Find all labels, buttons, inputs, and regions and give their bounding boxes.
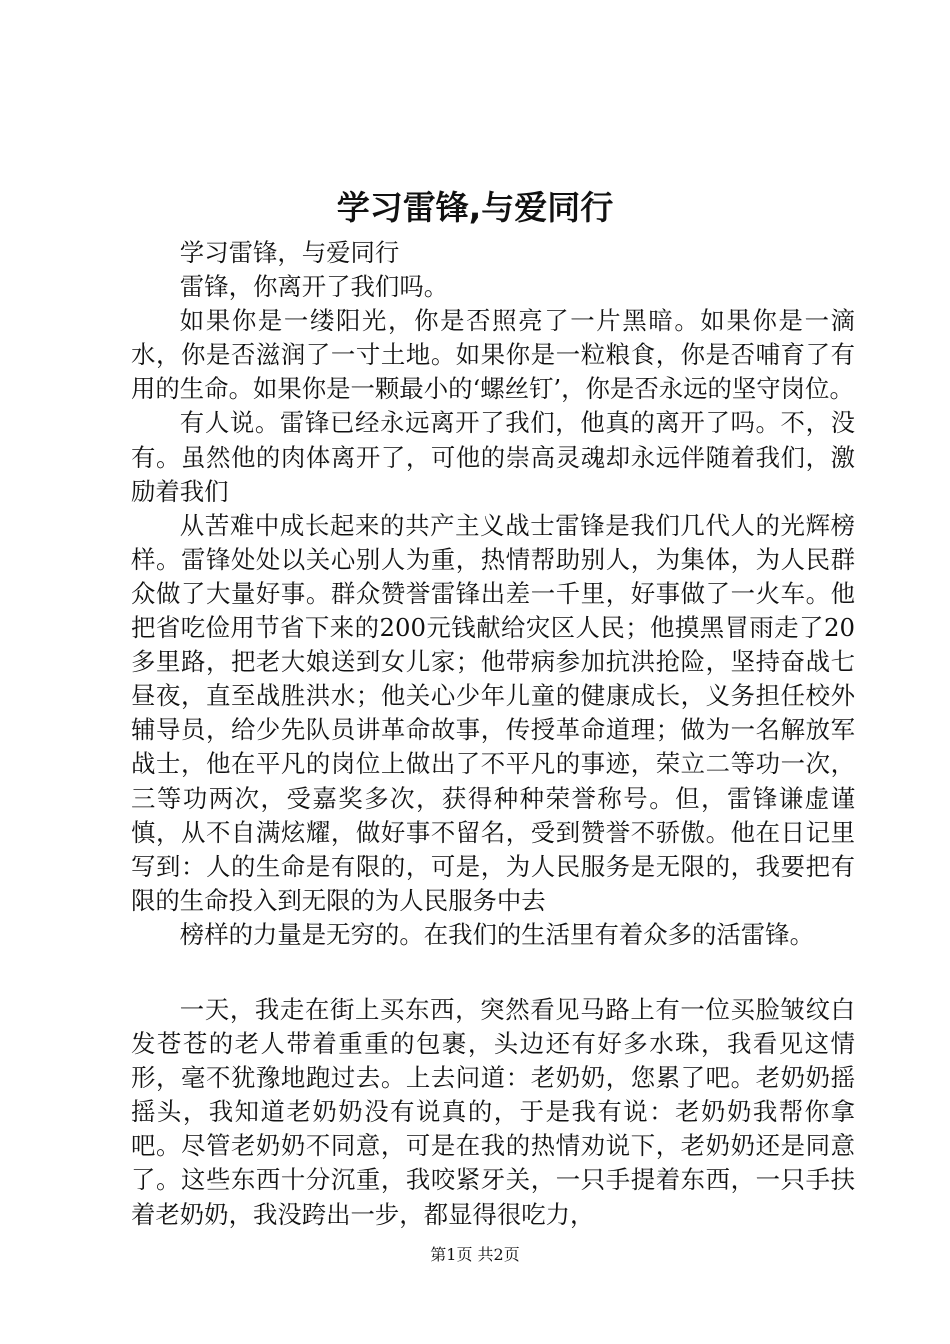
paragraph-metaphor: 如果你是一缕阳光，你是否照亮了一片黑暗。如果你是一滴水，你是否滋润了一寸土地。如果你是一粒粮食，你是否哺育了有用的生命。如果你是一颗最小的‘螺丝钉’，你是否永远的坚守岗位。: [131, 306, 855, 404]
paragraph-subtitle: 学习雷锋，与爱同行: [179, 238, 400, 267]
paragraph-someone-says: 有人说。雷锋已经永远离开了我们，他真的离开了吗。不，没有。虽然他的肉体离开了，可他的崇高灵魂却永远伴随着我们，激励着我们: [131, 408, 855, 506]
paragraph-role-model: 榜样的力量是无穷的。在我们的生活里有着众多的活雷锋。: [179, 919, 814, 949]
paragraph-spacer: [131, 952, 855, 993]
paragraph-question: 雷锋，你离开了我们吗。: [179, 272, 449, 302]
document-body: [131, 236, 855, 1232]
page-number-footer: 第1页 共2页: [430, 1245, 520, 1264]
paragraph-story: 一天，我走在街上买东西，突然看见马路上有一位买脸皱纹白发苍苍的老人带着重重的包裹，头边还有好多水珠，我看见这情形，毫不犹豫地跑过去。上去问道：老奶奶，您累了吧。老奶奶摇摇头，我知道老奶奶没有说真的，于是我有说：老奶奶我帮你拿吧。尽管老奶奶不同意，可是在我的热情劝说下，老奶奶还是同意了。这些东西十分沉重，我咬紧牙关，一只手提着东西，一只手扶着老奶奶，我没跨出一步，都显得很吃力，: [131, 994, 855, 1229]
paragraph-lei-feng-deeds: 从苦难中成长起来的共产主义战士雷锋是我们几代人的光辉榜样。雷锋处处以关心别人为重，热情帮助别人，为集体，为人民群众做了大量好事。群众赞誉雷锋出差一千里，好事做了一火车。他把省吃俭用节省下来的200元钱献给灾区人民；他摸黑冒雨走了20多里路，把老大娘送到女儿家；他带病参加抗洪抢险，坚持奋战七昼夜，直至战胜洪水；他关心少年儿童的健康成长，义务担任校外辅导员，给少先队员讲革命故事，传授革命道理；做为一名解放军战士，他在平凡的岗位上做出了不平凡的事迹，荣立二等功一次，三等功两次，受嘉奖多次，获得种种荣誉称号。但，雷锋谦虚谨慎，从不自满炫耀，做好事不留名，受到赞誉不骄傲。他在日记里写到：人的生命是有限的，可是，为人民服务是无限的，我要把有限的生命投入到无限的为人民服务中去: [131, 510, 855, 915]
page-title: 学习雷锋,与爱同行: [336, 188, 614, 227]
